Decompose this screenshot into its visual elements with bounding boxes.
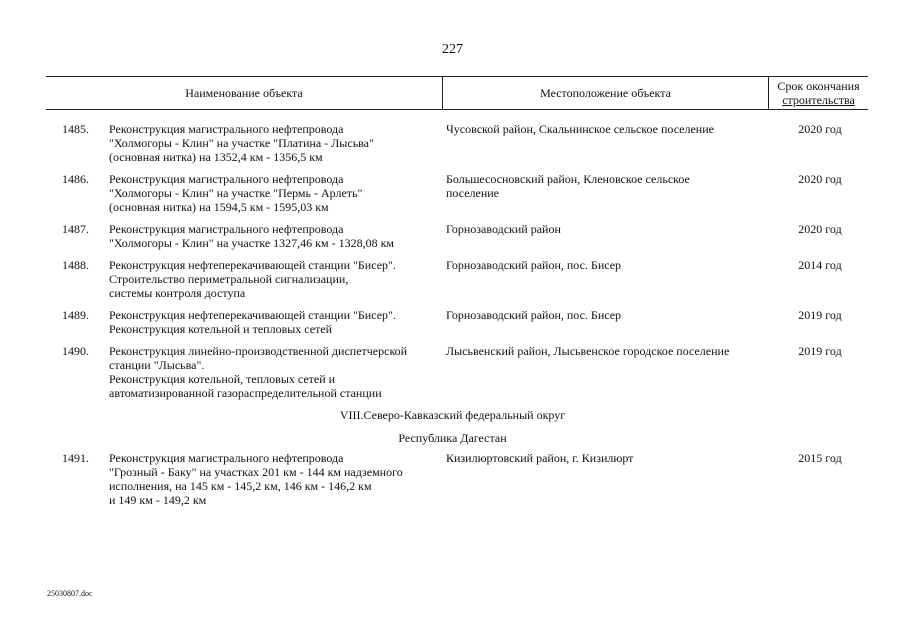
location-line: Горнозаводский район, пос. Бисер xyxy=(446,258,622,272)
name-line: (основная нитка) на 1594,5 км - 1595,03 км xyxy=(109,200,329,214)
row-object-name xyxy=(109,172,439,214)
section-district: VIII.Северо-Кавказский федеральный округ xyxy=(339,408,566,422)
row-object-name xyxy=(109,451,439,507)
row-object-name xyxy=(109,344,439,400)
row-location xyxy=(446,122,776,136)
location-line: Кизилюртовский район, г. Кизилюрт xyxy=(446,451,634,465)
name-line: Реконструкция магистрального нефтепровода xyxy=(109,172,344,186)
row-location xyxy=(446,258,776,272)
row-object-name xyxy=(109,122,439,164)
row-location xyxy=(446,344,776,358)
table-header xyxy=(46,76,868,110)
row-number: 1491. xyxy=(62,451,89,465)
row-number: 1487. xyxy=(62,222,89,236)
row-object-name xyxy=(109,308,439,336)
row-location xyxy=(446,451,776,465)
row-year: 2015 год xyxy=(798,451,842,465)
row-object-name xyxy=(109,258,439,300)
page-number: 227 xyxy=(442,42,463,57)
row-location xyxy=(446,172,776,200)
section-region: Республика Дагестан xyxy=(398,431,507,445)
footer-filename: 25030807.doc xyxy=(47,589,93,598)
row-location xyxy=(446,222,776,236)
header-location: Местоположение объекта xyxy=(540,86,671,100)
name-line: "Холмогоры - Клин" на участке "Платина - Лысьва" xyxy=(109,136,374,150)
name-line: "Грозный - Баку" на участках 201 км - 144 км надземного xyxy=(109,465,403,479)
row-number: 1488. xyxy=(62,258,89,272)
name-line: системы контроля доступа xyxy=(109,286,246,300)
row-number: 1485. xyxy=(62,122,89,136)
row-year: 2020 год xyxy=(798,222,842,236)
location-line: поселение xyxy=(446,186,500,200)
name-line: Реконструкция нефтеперекачивающей станции "Бисер". xyxy=(109,308,396,322)
location-line: Горнозаводский район xyxy=(446,222,561,236)
name-line: станции "Лысьва". xyxy=(109,358,205,372)
row-year: 2019 год xyxy=(798,344,842,358)
header-deadline-line1: Срок окончания xyxy=(777,79,860,93)
header-deadline xyxy=(769,79,868,107)
name-line: и 149 км - 149,2 км xyxy=(109,493,207,507)
header-deadline-line2: строительства xyxy=(782,93,855,107)
name-line: Реконструкция нефтеперекачивающей станции "Бисер". xyxy=(109,258,396,272)
name-line: автоматизированной газораспределительной станции xyxy=(109,386,382,400)
name-line: Строительство периметральной сигнализации, xyxy=(109,272,349,286)
location-line: Лысьвенский район, Лысьвенское городское поселение xyxy=(446,344,730,358)
header-name: Наименование объекта xyxy=(185,86,303,100)
row-number: 1486. xyxy=(62,172,89,186)
row-number: 1490. xyxy=(62,344,89,358)
name-line: Реконструкция магистрального нефтепровода xyxy=(109,222,344,236)
name-line: Реконструкция котельной и тепловых сетей xyxy=(109,322,333,336)
name-line: Реконструкция магистрального нефтепровода xyxy=(109,122,344,136)
row-year: 2019 год xyxy=(798,308,842,322)
row-year: 2014 год xyxy=(798,258,842,272)
row-object-name xyxy=(109,222,439,250)
name-line: Реконструкция котельной, тепловых сетей и xyxy=(109,372,336,386)
location-line: Большесосновский район, Кленовское сельское xyxy=(446,172,690,186)
row-year: 2020 год xyxy=(798,122,842,136)
location-line: Чусовской район, Скальнинское сельское поселение xyxy=(446,122,714,136)
row-location xyxy=(446,308,776,322)
name-line: Реконструкция линейно-производственной диспетчерской xyxy=(109,344,408,358)
row-year: 2020 год xyxy=(798,172,842,186)
name-line: "Холмогоры - Клин" на участке "Пермь - Арлеть" xyxy=(109,186,363,200)
name-line: исполнения, на 145 км - 145,2 км, 146 км - 146,2 км xyxy=(109,479,372,493)
row-number: 1489. xyxy=(62,308,89,322)
name-line: (основная нитка) на 1352,4 км - 1356,5 км xyxy=(109,150,323,164)
location-line: Горнозаводский район, пос. Бисер xyxy=(446,308,622,322)
name-line: Реконструкция магистрального нефтепровода xyxy=(109,451,344,465)
name-line: "Холмогоры - Клин" на участке 1327,46 км - 1328,08 км xyxy=(109,236,395,250)
